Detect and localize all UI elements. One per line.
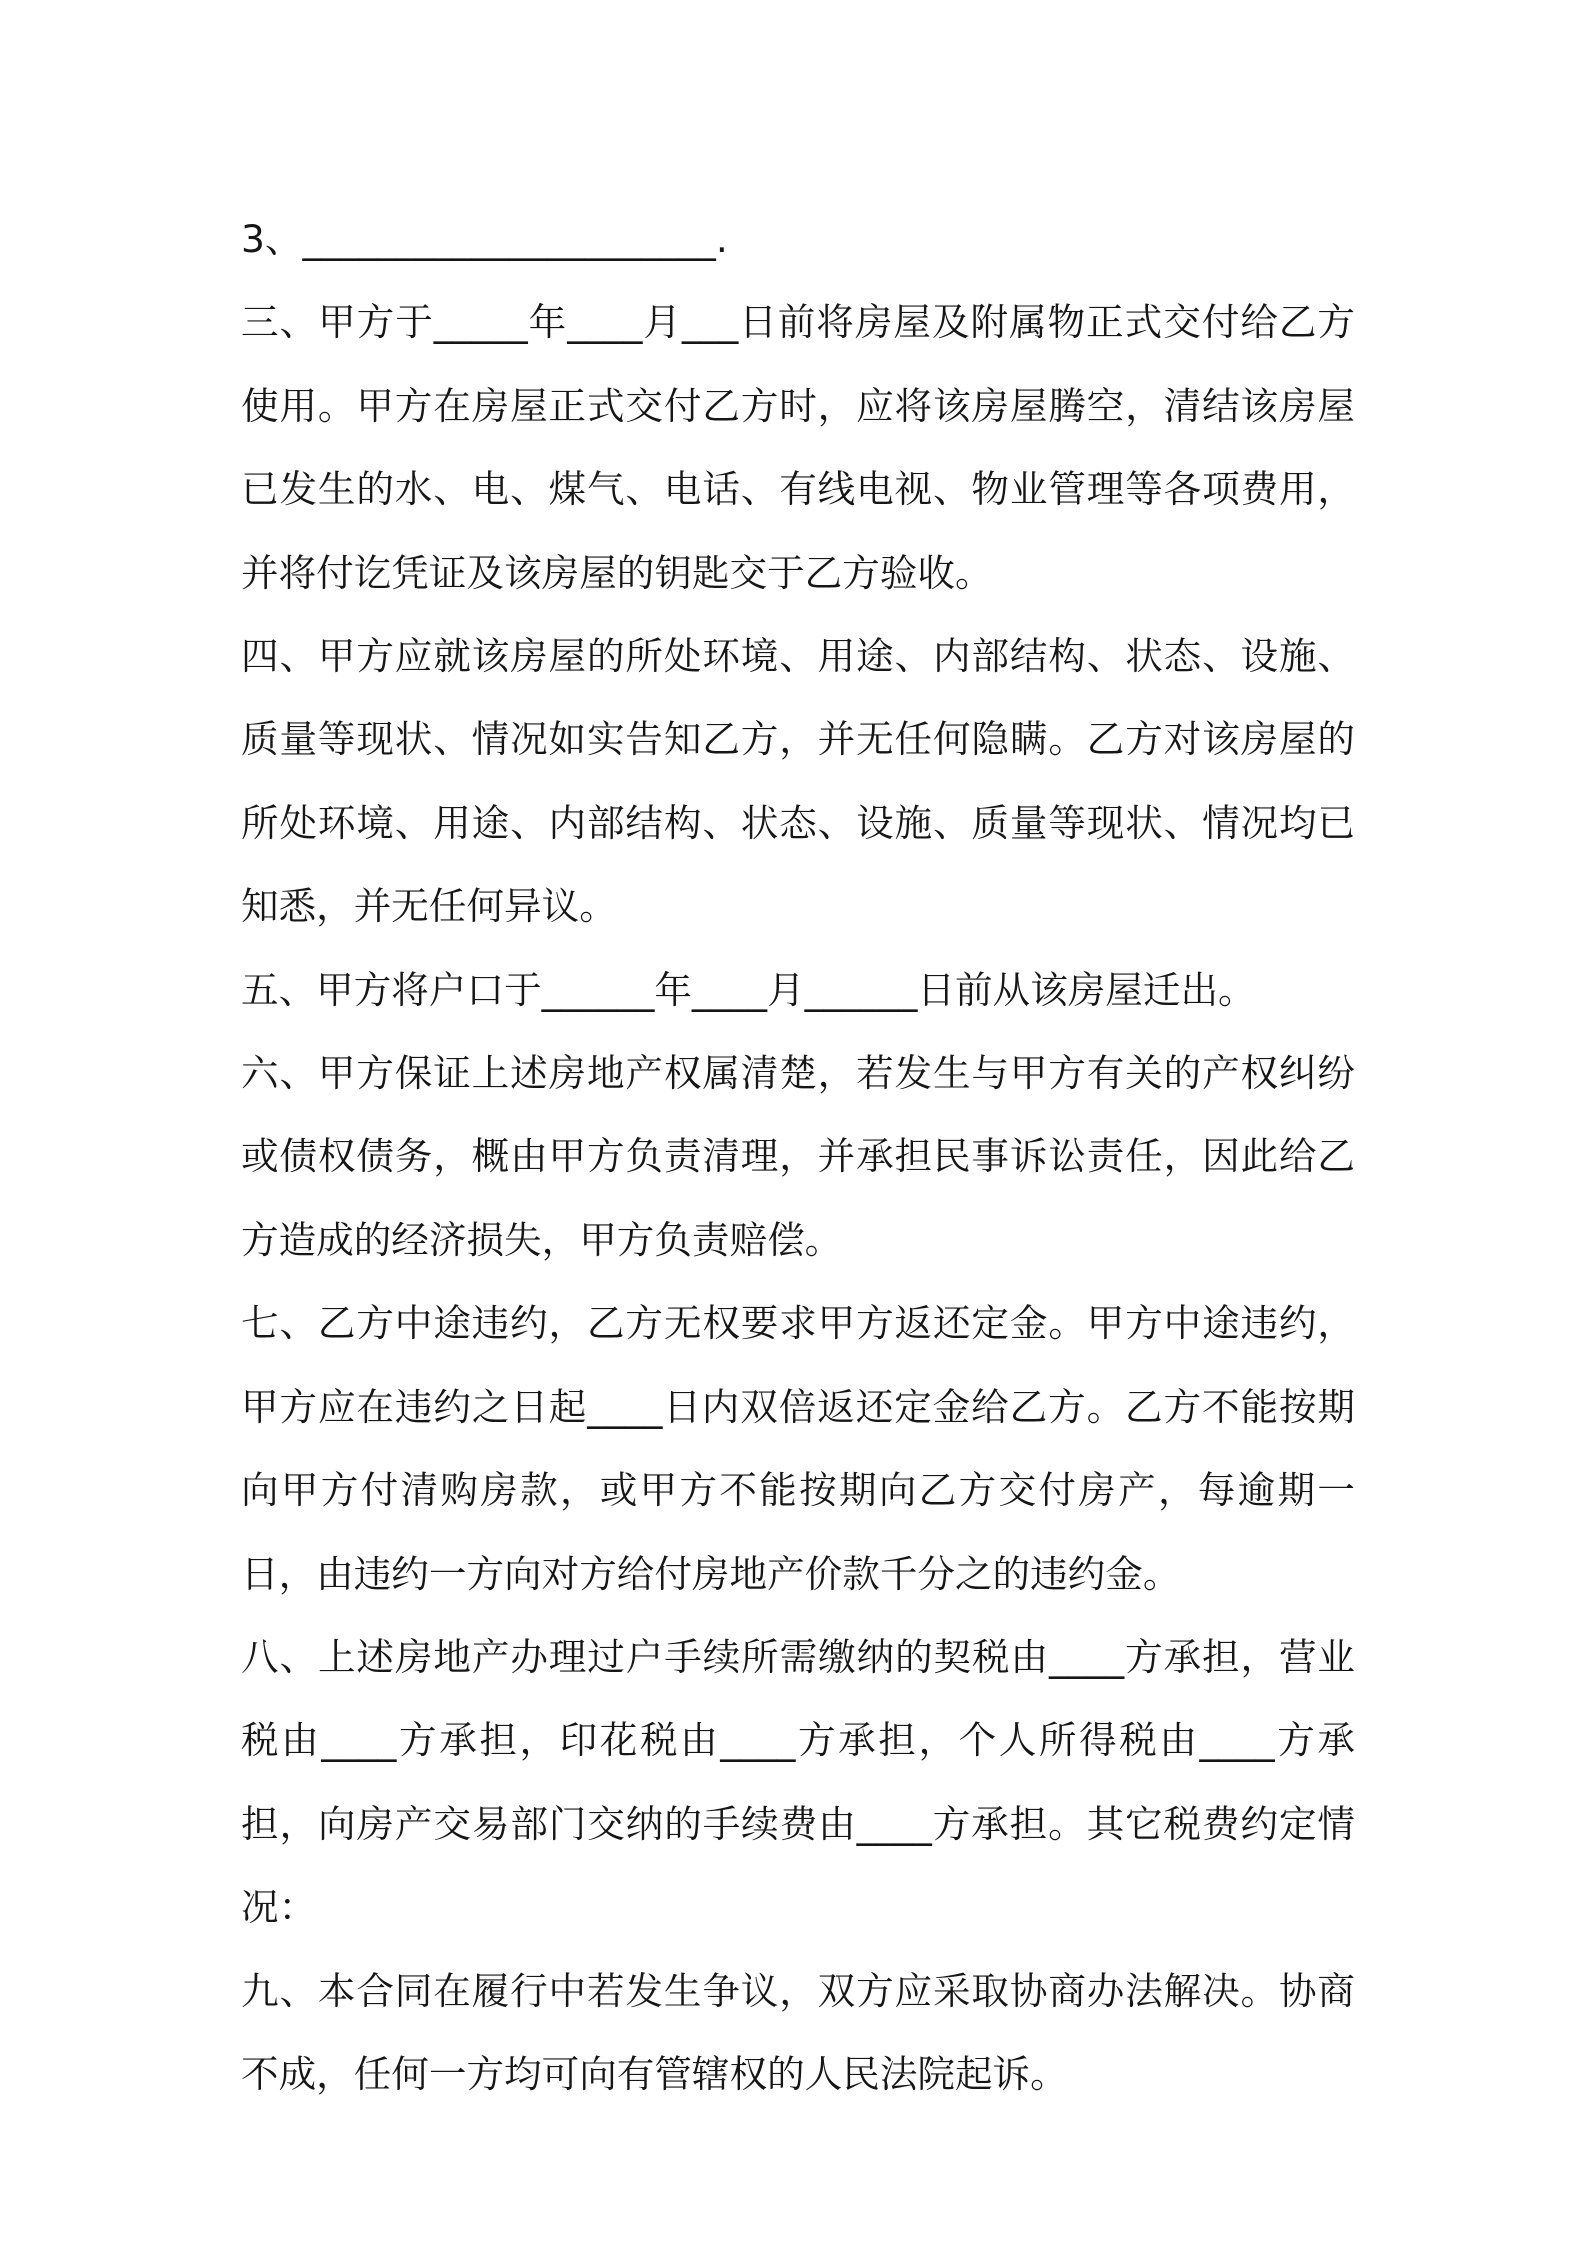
- clause-nine-disputes: 九、本合同在履行中若发生争议，双方应采取协商办法解决。协商不成，任何一方均可向有管辖权的人民法院起诉。: [241, 1968, 1355, 2096]
- clause-five-household-registration: 五、甲方将户口于______年____月______日前从该房屋迁出。: [241, 967, 1256, 1012]
- clause-3-item: 3、______________________.: [241, 217, 728, 261]
- clause-four-disclosure: 四、甲方应就该房屋的所处环境、用途、内部结构、状态、设施、质量等现状、情况如实告知乙方，并无任何隐瞒。乙方对该房屋的所处环境、用途、内部结构、状态、设施、质量等现状、情况均已知悉，并无任何异议。: [241, 634, 1355, 929]
- clause-three-delivery: 三、甲方于_____年____月___日前将房屋及附属物正式交付给乙方使用。甲方在房屋正式交付乙方时，应将该房屋腾空，清结该房屋已发生的水、电、煤气、电话、有线电视、物业管理等各项费用，并将付讫凭证及该房屋的钥匙交于乙方验收。: [241, 300, 1355, 595]
- clause-eight-taxes: 八、上述房地产办理过户手续所需缴纳的契税由____方承担，营业税由____方承担，印花税由____方承担，个人所得税由____方承担，向房产交易部门交纳的手续费由____方承担。其它税费约定情况：: [241, 1634, 1355, 1930]
- contract-body: [241, 198, 1355, 2116]
- clause-six-title-guarantee: 六、甲方保证上述房地产权属清楚，若发生与甲方有关的产权纠纷或债权债务，概由甲方负责清理，并承担民事诉讼责任，因此给乙方造成的经济损失，甲方负责赔偿。: [241, 1051, 1355, 1262]
- clause-seven-breach: 七、乙方中途违约，乙方无权要求甲方返还定金。甲方中途违约，甲方应在违约之日起____日内双倍返还定金给乙方。乙方不能按期向甲方付清购房款，或甲方不能按期向乙方交付房产，每逾期一日，由违约一方向对方给付房地产价款千分之的违约金。: [241, 1301, 1355, 1596]
